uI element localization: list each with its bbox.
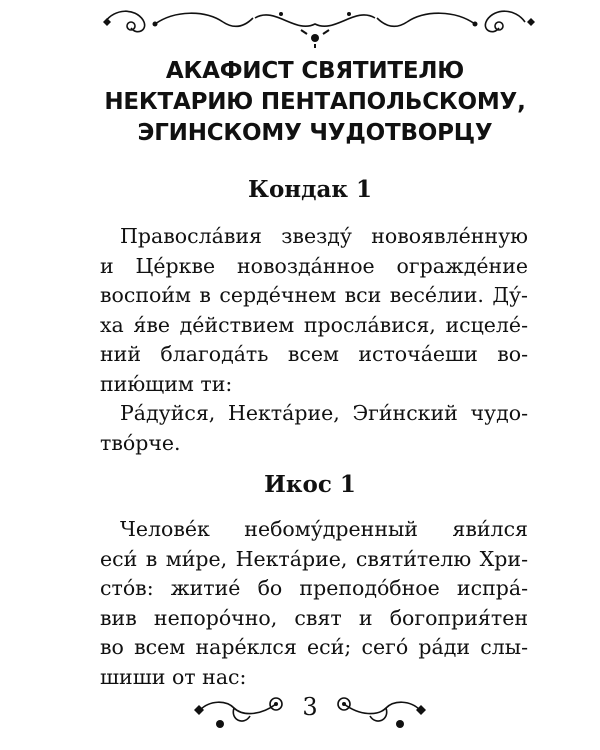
text-line: воспои́м в серде́чнем вси весе́лии. Ду́-: [100, 283, 528, 307]
text-line: и Це́ркве новозда́нное огражде́ние: [100, 253, 528, 278]
kondak-heading: Кондак 1: [248, 176, 372, 203]
page-number: 3: [302, 693, 318, 721]
text-line: ний благода́ть всем источа́еши во-: [100, 342, 528, 366]
text-line: сто́в: житие́ бо преподо́бное испра́-: [100, 576, 528, 600]
floral-ornament-icon: [95, 4, 535, 48]
ikos-text: [100, 515, 528, 692]
floral-ornament-left-icon: [190, 686, 290, 736]
text-line: еси́ в ми́ре, Некта́рие, святи́телю Хри-: [100, 546, 528, 571]
title-line: ЭГИНСКОМУ ЧУДОТВОРЦУ: [137, 120, 493, 146]
text-line: тво́рче.: [100, 430, 181, 455]
text-line: Правосла́вия звезду́ новоявле́нную: [120, 224, 528, 248]
floral-ornament-right-icon: [330, 686, 430, 736]
text-line: Ра́дуйся, Некта́рие, Эги́нский чудо-: [120, 401, 528, 425]
title-line: АКАФИСТ СВЯТИТЕЛЮ: [165, 58, 465, 84]
kondak-text: [100, 222, 528, 458]
text-line: шиши от нас:: [100, 664, 247, 689]
text-line: Челове́к небому́дренный яви́лся: [120, 517, 528, 541]
text-line: во всем наре́клся еси́; сего́ ра́ди слы-: [100, 635, 528, 659]
title-line: НЕКТАРИЮ ПЕНТАПОЛЬСКОМУ,: [104, 89, 526, 115]
text-line: пию́щим ти:: [100, 371, 233, 396]
text-line: ха я́ве де́йствием просла́вися, исцеле́-: [100, 312, 528, 337]
akathist-title: [80, 56, 550, 149]
text-line: вив непоро́чно, свят и богоприя́тен: [100, 605, 528, 630]
ikos-heading: Икос 1: [264, 471, 356, 498]
